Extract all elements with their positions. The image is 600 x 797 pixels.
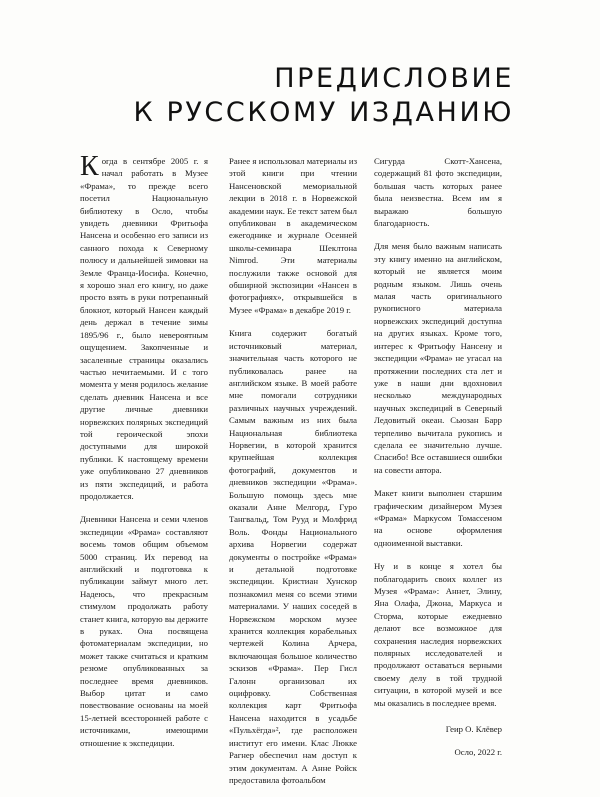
title-line-1: ПРЕДИСЛОВИЕ [274,63,514,94]
text-column-1 [80,151,208,760]
signature [374,723,502,759]
page-title [134,62,514,130]
signature-place: Осло, 2022 г. [454,747,502,758]
paragraph-text: огда в сентябре 2005 г. я начал работать в Музее «Фрама», то прежде всего посетил Национальную библиотеку в Осло, чтобы увидеть дневники Фритьофа Нансена и особенно его записи из санного похода к Северному полюсу и дальнейшей зимовки на Земле Франца-Иосифа. Конечно, я хорошо знал его книгу, но даже просто взять в руки потрепанный блокнот, который Нансен каждый день держал в течение зимы 1895/96 г., было невероятным ощущением. Закопченные и засаленные страницы оказались частью нечитаемыми. И с того момента у меня родилось желание сделать дневник Нансена и все другие личные дневники норвежских полярных экспедиций той героической эпохи доступными для широкой публики. К настоящему времени уже опубликовано 27 дневников из пяти экспедиций, и работа продолжается. [80,156,208,501]
text-column-3 [374,155,502,770]
paragraph: Сигурда Скотт-Хансена, содержащий 81 фото экспедиции, большая часть которых ранее была неизвестна. Всем им я выражаю большую благодарность. [374,156,502,229]
paragraph: Книга содержит богатый источниковый материал, значительная часть которого не публиковалась ранее на английском языке. В моей работе мне помогали сотрудники различных научных учреждений. Самым важным из них была Национальная библиотека Норвегии, в которой хранится крупнейшая коллекция фотографий, документов и дневников экспедиции «Фрама». Большую помощь здесь мне оказали Анне Мелгорд, Гуро Тангвальд, Том Рууд и Молфрид Воль. Фонды Национального архива Норвегии содержат документы о постройке «Фрама» и детальной подготовке экспедиции. Кристиан Хунскор познакомил меня со всеми этими материалами. У наших соседей в Норвежском морском музее хранится коллекция корабельных чертежей Колина Арчера, включающая большое количество эскизов «Фрама». Пер Гисл Галонн организовал их оцифровку. Собственная коллекция карт Фритьофа Нансена находится в усадьбе «Пульхёгда»², где расположен институт его имени. Клас Люкке Рагнер обеспечил нам доступ к этим документам. А Анне Ройск предоставила фотоальбом [229,328,357,785]
title-line-2: К РУССКОМУ ИЗДАНИЮ [133,97,514,128]
paragraph: Для меня было важным написать эту книгу именно на английском, который не является моим родным языком. Лишь очень малая часть оригинального рукописного материала норвежских экспедиций доступна на других языках. Кроме того, интерес к Фритьофу Нансену и экспедиции «Фрама» не угасал на протяжении последних ста лет и уже в наши дни вдохновил несколько международных научных экспедиций в Северный Ледовитый океан. Сьюзан Барр терпеливо вычитала рукопись и сделала ее значительно лучше. Спасибо! Все оставшиеся ошибки на совести автора. [374,241,502,475]
paragraph: Ранее я использовал материалы из этой книги при чтении Нансеновской мемориальной лекции в 2018 г. в Норвежской академии наук. Ее текст затем был опубликован в академическом ежегоднике и журнале Осенней школы-семинара Шеклтона Nimrod. Эти материалы послужили также основой для обширной экспозиции «Нансен в фотографиях», открывшейся в Музее «Фрама» в декабре 2019 г. [229,156,357,315]
paragraph: Дневники Нансена и семи членов экспедиции «Фрама» составляют восемь томов общим объемом 5000 страниц. Их перевод на английский и подготовка к публикации займут много лет. Надеюсь, что прекрасным стимулом продолжать работу станет книга, которую вы держите в руках. Она посвящена фотоматериалам экспедиции, но может также считаться и кратким резюме опубликованных за последнее время дневников. Выбор цитат и само повествование основаны на моей 15-летней всесторонней работе с источниками, имеющими отношение к экспедиции. [80,514,208,748]
drop-cap: К [80,151,99,182]
text-column-2 [229,155,357,797]
paragraph [80,151,208,502]
paragraph: Макет книги выполнен старшим графическим дизайнером Музея «Фрама» Маркусом Томассеном на основе оформления одноименной выставки. [374,488,502,548]
paragraph: Ну и в конце я хотел бы поблагодарить своих коллег из Музея «Фрама»: Аннет, Элину, Яна Олафа, Джона, Маркуса и Сторма, которые ежедневно делают все возможное для сохранения наследия норвежских полярных исследователей и продолжают оставаться верными своему делу в той трудной ситуации, в которой музей и все мы оказались в последнее время. [374,561,502,708]
signature-name: Геир О. Клёвер [445,724,502,735]
